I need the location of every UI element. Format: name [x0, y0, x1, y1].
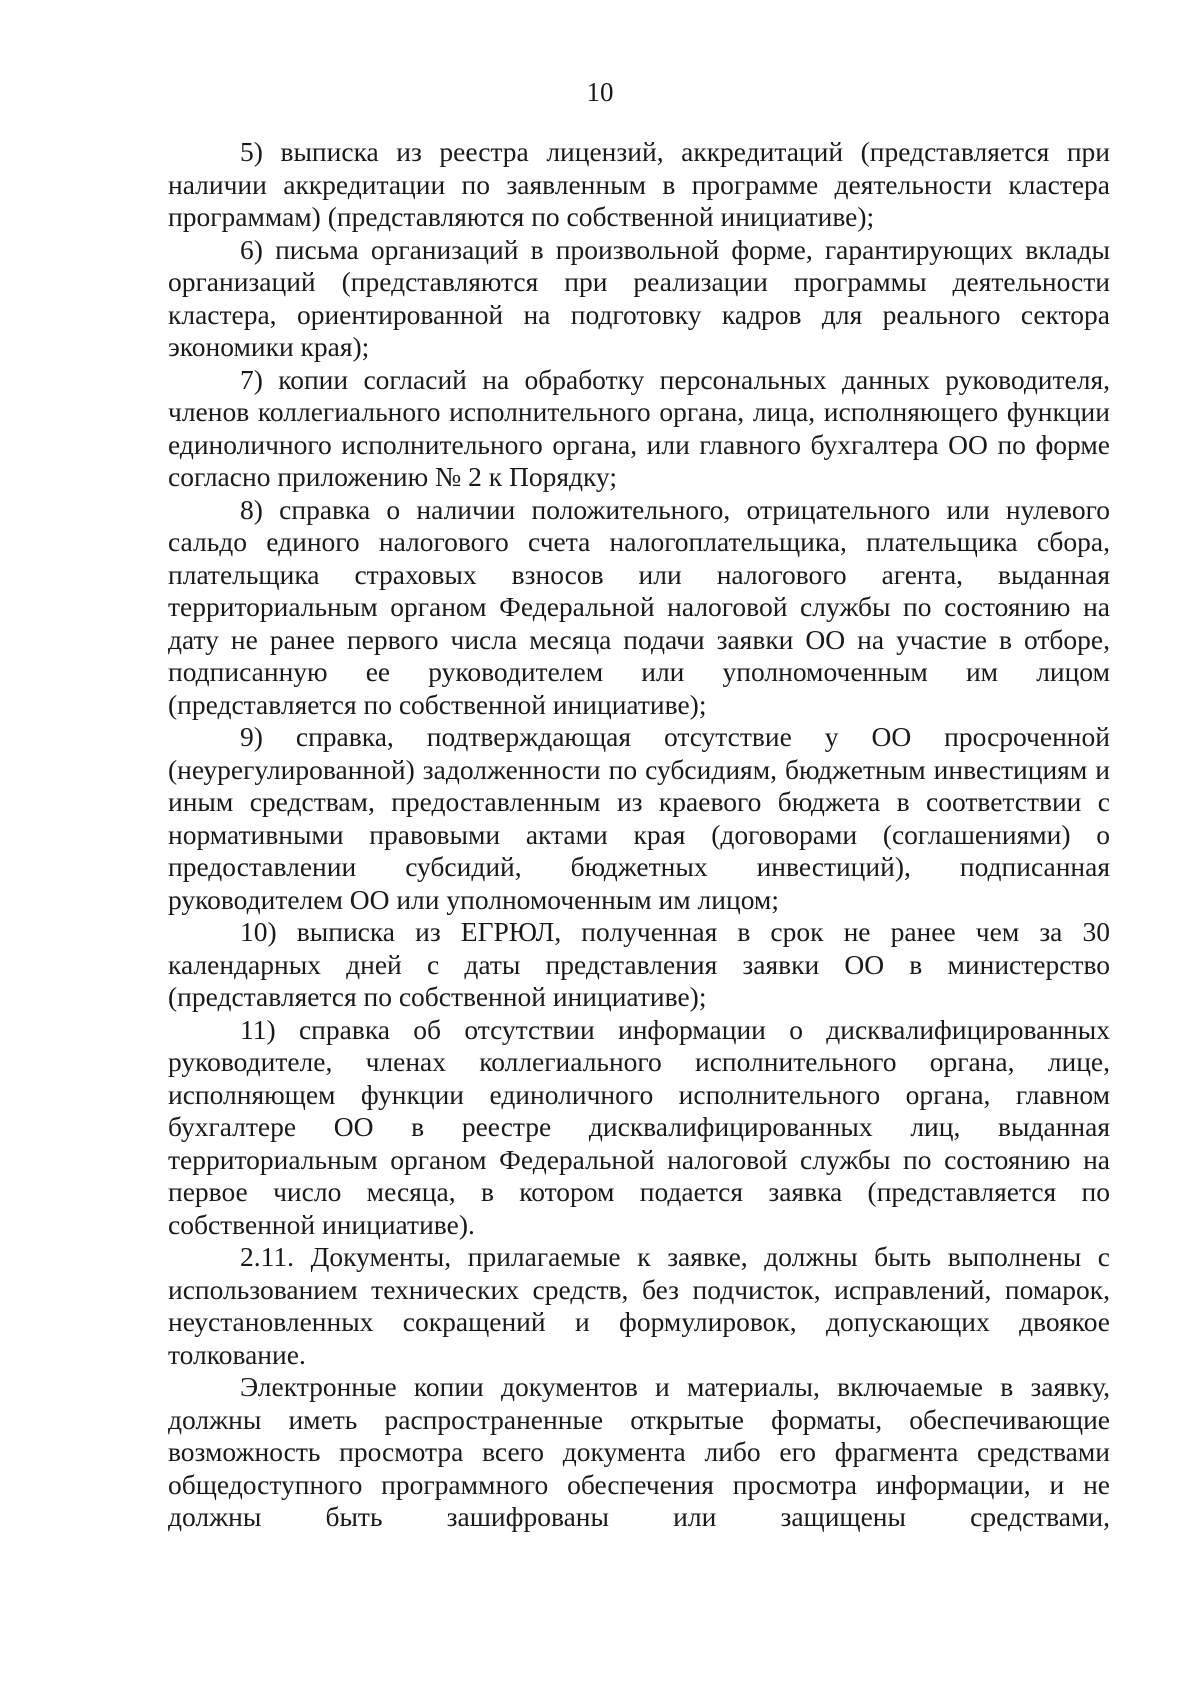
paragraph-item-11: 11) справка об отсутствии информации о дисквалифицированных руководителе, членах коллегиального исполнительного органа, лице, исполняющем функции единоличного исполнительного органа, главном бухгалтере ОО в реестре дисквалифицированных лиц, выданная территориальным органом Федеральной налоговой службы по состоянию на первое число месяца, в котором подается заявка (представляется по собственной инициативе).: [168, 1013, 1110, 1240]
paragraph-item-5: 5) выписка из реестра лицензий, аккредитаций (представляется при наличии аккредитации по заявленным в программе деятельности кластера программам) (представляются по собственной инициативе);: [168, 136, 1110, 232]
paragraph-item-10: 10) выписка из ЕГРЮЛ, полученная в срок не ранее чем за 30 календарных дней с даты представления заявки ОО в министерство (представляется по собственной инициативе);: [168, 916, 1110, 1012]
paragraph-item-6: 6) письма организаций в произвольной форме, гарантирующих вклады организаций (представляются при реализации программы деятельности кластера, ориентированной на подготовку кадров для реального сектора экономики края);: [168, 233, 1110, 362]
page-number: 10: [586, 77, 614, 107]
paragraph-item-8: 8) справка о наличии положительного, отрицательного или нулевого сальдо единого налогового счета налогоплательщика, плательщика сбора, плательщика страховых взносов или налогового агента, выданная территориальным органом Федеральной налоговой службы по состоянию на дату не ранее первого числа месяца подачи заявки ОО на участие в отборе, подписанную ее руководителем или уполномоченным им лицом (представляется по собственной инициативе);: [168, 493, 1110, 720]
paragraph-item-7: 7) копии согласий на обработку персональных данных руководителя, членов коллегиального исполнительного органа, лица, исполняющего функции единоличного исполнительного органа, или главного бухгалтера ОО по форме согласно приложению № 2 к Порядку;: [168, 363, 1110, 492]
document-body: [168, 136, 1110, 1534]
paragraph-section-2-11: 2.11. Документы, прилагаемые к заявке, должны быть выполнены с использованием технических средств, без подчисток, исправлений, помарок, неустановленных сокращений и формулировок, допускающих двоякое толкование.: [168, 1241, 1110, 1370]
paragraph-item-9: 9) справка, подтверждающая отсутствие у ОО просроченной (неурегулированной) задолженности по субсидиям, бюджетным инвестициям и иным средствам, предоставленным из краевого бюджета в соответствии с нормативными правовыми актами края (договорами (соглашениями) о предоставлении субсидий, бюджетных инвестиций), подписанная руководителем ОО или уполномоченным им лицом;: [168, 721, 1110, 915]
paragraph-electronic-copies: Электронные копии документов и материалы, включаемые в заявку, должны иметь распространенные открытые форматы, обеспечивающие возможность просмотра всего документа либо его фрагмента средствами общедоступного программного обеспечения просмотра информации, и не должны быть зашифрованы или защищены средствами,: [168, 1371, 1110, 1532]
